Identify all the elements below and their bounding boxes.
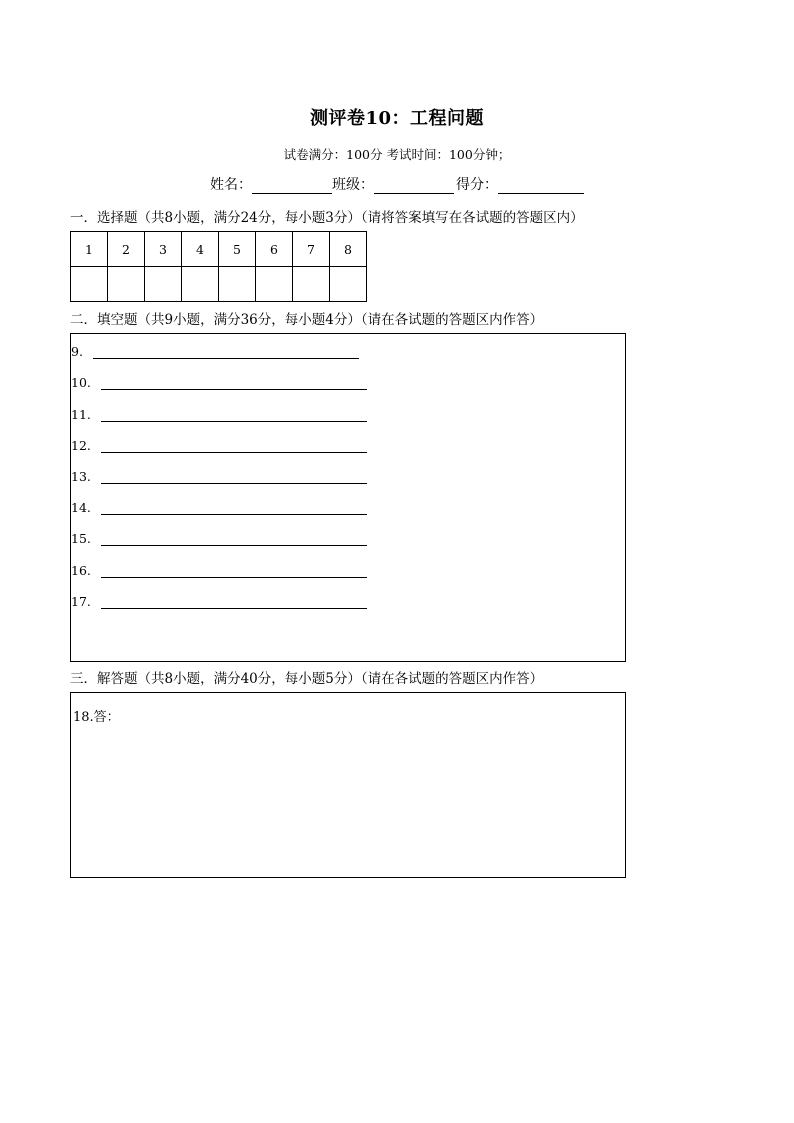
answer-line[interactable] [93, 346, 359, 359]
item-number: 14. [71, 500, 91, 515]
choice-answer-cell[interactable] [330, 267, 367, 302]
item-number: 15. [71, 531, 91, 546]
fill-blank-item [71, 438, 367, 453]
class-label: 班级： [332, 177, 374, 193]
fill-blank-item [71, 407, 367, 422]
item-number: 10. [71, 375, 91, 390]
page-title: 测评卷10：工程问题 [309, 108, 485, 129]
name-label: 姓名： [210, 177, 252, 193]
fill-blank-item [71, 594, 367, 609]
answer-line[interactable] [101, 502, 367, 515]
choice-number-cell: 3 [145, 232, 182, 267]
fill-blank-item [71, 531, 367, 546]
item-number: 16. [71, 563, 91, 578]
section-3-heading: 三．解答题（共8小题，满分40分，每小题5分）（请在各试题的答题区内作答） [70, 671, 544, 687]
student-info-row [210, 174, 584, 194]
item-number: 17. [71, 594, 91, 609]
item-number: 9. [71, 344, 83, 359]
section-2-heading: 二．填空题（共9小题，满分36分，每小题4分）（请在各试题的答题区内作答） [70, 312, 544, 328]
item-number: 13. [71, 469, 91, 484]
choice-answer-cell[interactable] [71, 267, 108, 302]
choice-answer-cell[interactable] [108, 267, 145, 302]
choice-number-cell: 4 [182, 232, 219, 267]
choice-number-cell: 2 [108, 232, 145, 267]
fill-blank-item [71, 469, 367, 484]
score-label: 得分： [456, 177, 498, 193]
fill-blank-item [71, 375, 367, 390]
answer-line[interactable] [101, 409, 367, 422]
answer-line[interactable] [101, 533, 367, 546]
fill-blank-item [71, 563, 367, 578]
class-field[interactable] [374, 177, 454, 194]
choice-answer-cell[interactable] [256, 267, 293, 302]
item-number: 11. [71, 407, 91, 422]
choice-number-cell: 1 [71, 232, 108, 267]
choice-number-cell: 8 [330, 232, 367, 267]
choice-number-row [71, 232, 367, 267]
choice-answer-row [71, 267, 367, 302]
name-field[interactable] [252, 177, 332, 194]
score-field[interactable] [498, 177, 584, 194]
choice-answer-cell[interactable] [182, 267, 219, 302]
answer-line[interactable] [101, 440, 367, 453]
answer-label: 18.答： [73, 710, 120, 725]
choice-number-cell: 6 [256, 232, 293, 267]
exam-info: 试卷满分：100分 考试时间：100分钟； [283, 147, 511, 162]
answer-line[interactable] [101, 471, 367, 484]
answer-line[interactable] [101, 596, 367, 609]
fill-blank-answer-box [70, 333, 626, 662]
choice-answer-table [70, 231, 367, 302]
fill-blank-item [71, 500, 367, 515]
choice-answer-cell[interactable] [145, 267, 182, 302]
choice-number-cell: 7 [293, 232, 330, 267]
choice-number-cell: 5 [219, 232, 256, 267]
answer-line[interactable] [101, 565, 367, 578]
choice-answer-cell[interactable] [219, 267, 256, 302]
answer-line[interactable] [101, 377, 367, 390]
solution-answer-box[interactable] [70, 692, 626, 878]
item-number: 12. [71, 438, 91, 453]
choice-answer-cell[interactable] [293, 267, 330, 302]
fill-blank-item [71, 344, 359, 359]
section-1-heading: 一．选择题（共8小题，满分24分，每小题3分）（请将答案填写在各试题的答题区内） [70, 210, 584, 226]
